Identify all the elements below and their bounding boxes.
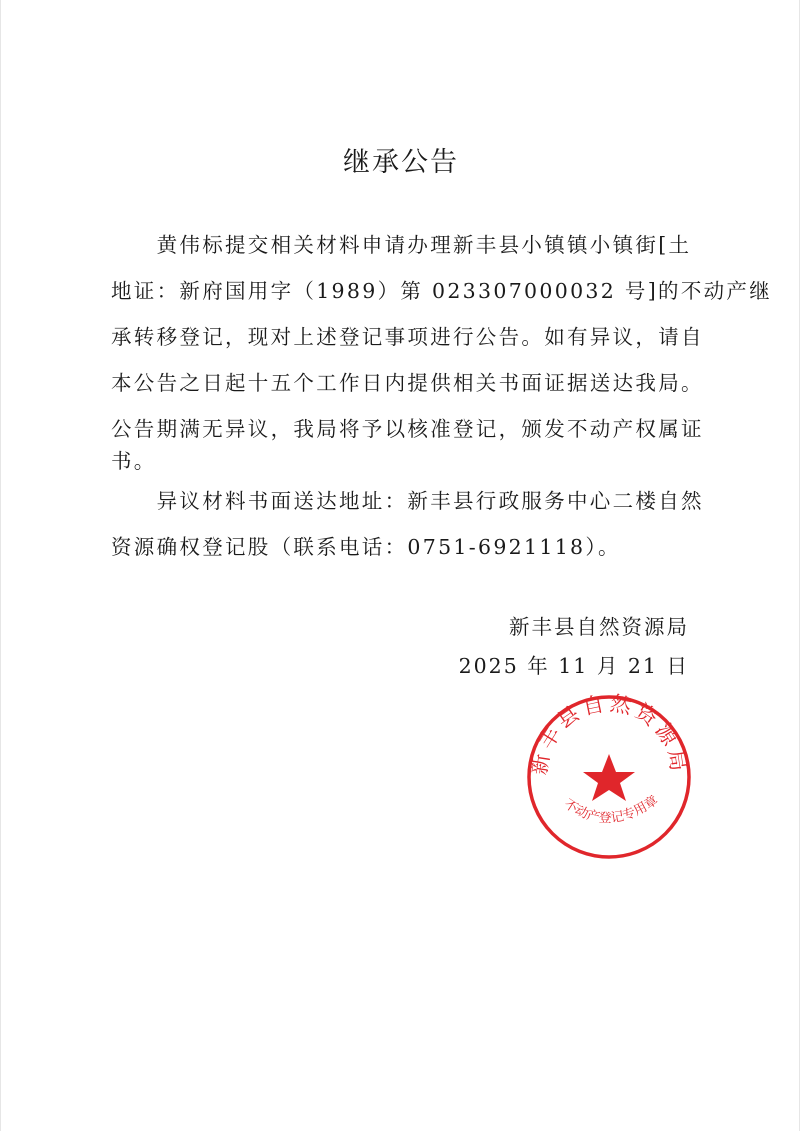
stamp-top-text: 新丰县自然资源局 (527, 692, 691, 777)
body-line: 公告期满无异议，我局将予以核准登记，颁发不动产权属证 (111, 417, 704, 441)
body-line: 地证：新府国用字（1989）第 023307000032 号]的不动产继 (111, 279, 773, 303)
svg-text:不动产登记专用章 (561, 792, 661, 826)
body-line: 承转移登记，现对上述登记事项进行公告。如有异议，请自 (111, 325, 704, 349)
document-title: 继承公告 (343, 147, 459, 178)
stamp-star-icon (583, 754, 635, 801)
issuer-name: 新丰县自然资源局 (509, 615, 689, 639)
body-line: 异议材料书面送达地址：新丰县行政服务中心二楼自然 (111, 489, 704, 513)
stamp-bottom-text: 不动产登记专用章 (561, 792, 662, 827)
body-line: 黄伟标提交相关材料申请办理新丰县小镇镇小镇街[土 (111, 233, 692, 257)
official-seal-stamp (521, 692, 696, 862)
body-line: 本公告之日起十五个工作日内提供相关书面证据送达我局。 (111, 371, 704, 395)
issue-date: 2025 年 11 月 21 日 (458, 654, 689, 678)
body-line: 资源确权登记股（联系电话：0751-6921118）。 (111, 535, 621, 559)
body-line: 书。 (111, 449, 157, 473)
